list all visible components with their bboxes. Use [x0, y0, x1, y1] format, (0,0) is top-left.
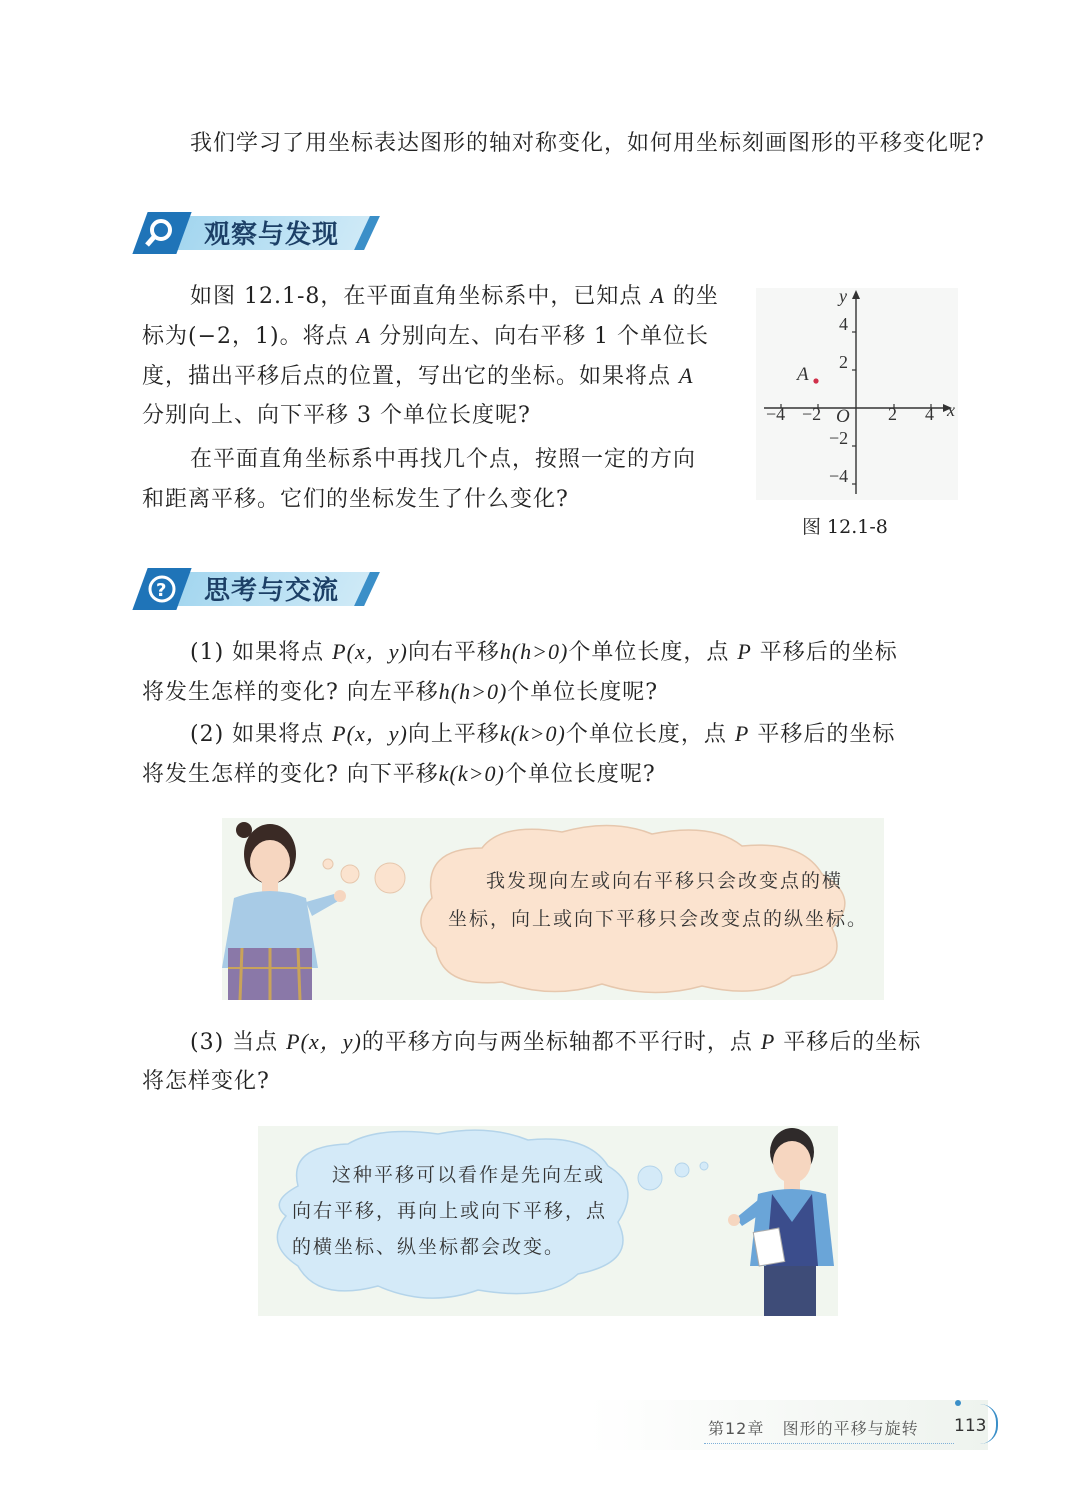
y-tick-label-2: 2	[839, 352, 848, 372]
page-number-dot	[955, 1400, 961, 1406]
y-axis-label: y	[839, 288, 847, 306]
y-axis-arrow	[852, 290, 860, 299]
boy-bubble-line-2: 向右平移，再向上或向下平移，点	[292, 1200, 608, 1222]
origin-label: O	[836, 406, 850, 427]
section-title: 思考与交流	[204, 576, 340, 606]
page-number-arc	[980, 1404, 998, 1444]
figure-caption: 图 12.1-8	[802, 516, 888, 538]
section-header-observe	[140, 212, 380, 254]
magnifier-icon	[132, 212, 191, 254]
point-a-label: A	[797, 364, 809, 385]
svg-text:?: ?	[156, 580, 167, 601]
paragraph-1-line-4: 分别向上、向下平移 3 个单位长度呢?	[142, 403, 531, 428]
point-a	[813, 378, 818, 383]
footer-chapter: 第12章 图形的平移与旋转	[708, 1419, 919, 1438]
paragraph-1-line-1: 如图 12.1-8，在平面直角坐标系中，已知点 A 的坐	[190, 283, 719, 309]
boy-bubble-line-1: 这种平移可以看作是先向左或	[332, 1164, 606, 1186]
y-tick-label-neg2: −2	[829, 428, 849, 448]
paragraph-1-line-3: 度，描出平移后点的位置，写出它的坐标。如果将点 A	[142, 363, 694, 389]
x-tick-label-neg2: −2	[802, 404, 822, 424]
y-tick-label-neg4: −4	[829, 466, 849, 486]
intro-text: 我们学习了用坐标表达图形的轴对称变化，如何用坐标刻画图形的平移变化呢?	[190, 131, 985, 156]
question-2-line-2: 将发生怎样的变化? 向下平移k(k>0)个单位长度呢?	[142, 761, 656, 787]
question-bubble-icon	[132, 568, 191, 610]
boy-bubble-line-3: 的横坐标、纵坐标都会改变。	[292, 1236, 566, 1258]
section-header-think	[140, 568, 380, 610]
paragraph-2-line-2: 和距离平移。它们的坐标发生了什么变化?	[142, 487, 569, 512]
question-1-line-2: 将发生怎样的变化? 向左平移h(h>0)个单位长度呢?	[142, 679, 659, 705]
footer-dotted-rule	[704, 1443, 954, 1444]
x-tick-label-neg4: −4	[766, 404, 786, 424]
section-title: 观察与发现	[204, 220, 340, 250]
x-tick-label-2: 2	[888, 404, 897, 424]
question-3-line-1: (3) 当点 P(x，y)的平移方向与两坐标轴都不平行时，点 P 平移后的坐标	[190, 1029, 922, 1055]
girl-bubble-line-1: 我发现向左或向右平移只会改变点的横	[486, 870, 844, 892]
x-axis-label: x	[947, 400, 955, 420]
question-2-line-1: (2) 如果将点 P(x，y)向上平移k(k>0)个单位长度，点 P 平移后的坐标	[190, 721, 896, 747]
question-3-line-2: 将怎样变化?	[142, 1069, 270, 1094]
question-1-line-1: (1) 如果将点 P(x，y)向右平移h(h>0)个单位长度，点 P 平移后的坐标	[190, 639, 898, 665]
girl-bubble-line-2: 坐标，向上或向下平移只会改变点的纵坐标。	[448, 908, 869, 930]
x-tick-label-4: 4	[925, 404, 934, 424]
paragraph-1-line-2: 标为(−2，1)。将点 A 分别向左、向右平移 1 个单位长	[142, 323, 710, 349]
y-tick-label-4: 4	[839, 314, 848, 334]
paragraph-2-line-1: 在平面直角坐标系中再找几个点，按照一定的方向	[190, 447, 697, 472]
coordinate-figure	[756, 288, 958, 500]
page-number: 113	[954, 1416, 987, 1436]
